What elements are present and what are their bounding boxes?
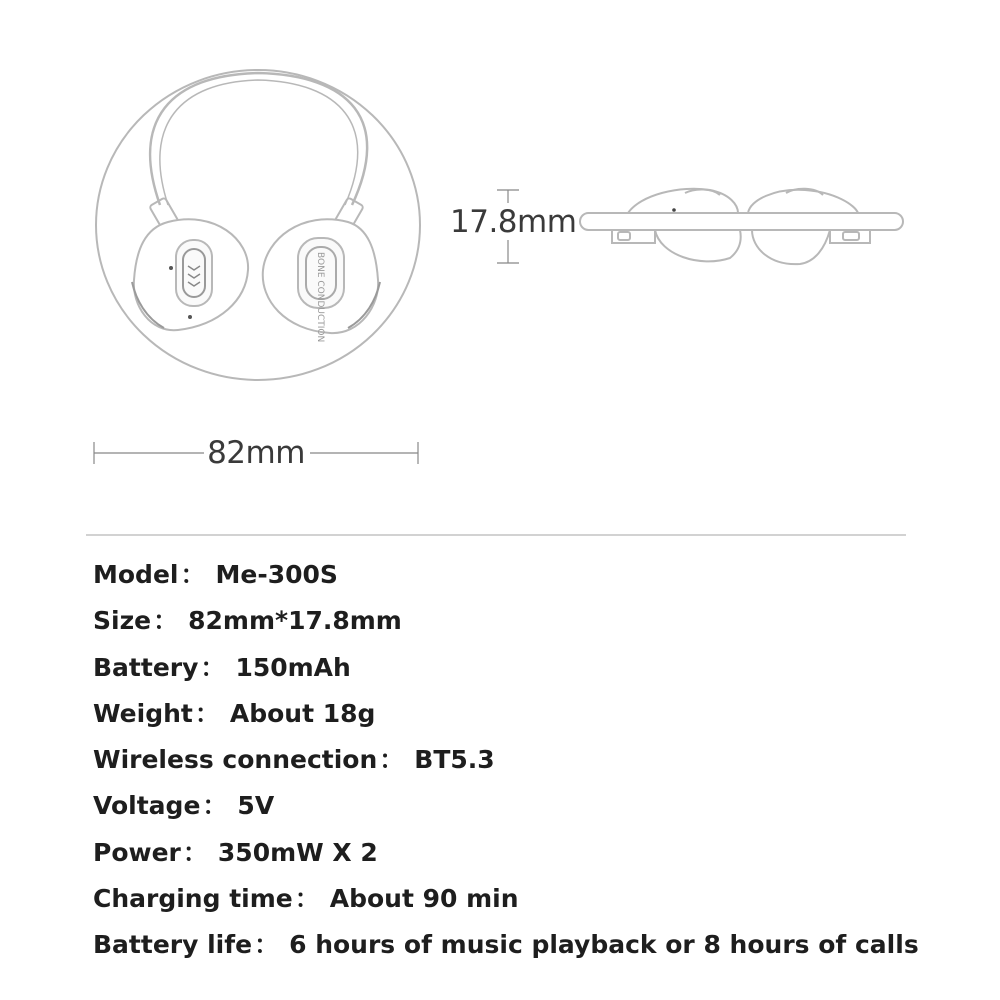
spec-separator: ： [202,791,228,821]
spec-row-weight [93,695,973,741]
spec-separator: ： [180,560,206,589]
spec-value: 150mAh [235,652,351,682]
spec-row-wireless [93,741,973,787]
spec-separator: ： [194,698,220,728]
spec-separator: ： [153,606,179,636]
spec-value: 5V [237,791,275,821]
spec-separator: ： [294,884,320,914]
spec-separator: ： [379,745,405,775]
spec-label: Power [93,837,181,867]
spec-label: Weight [93,698,193,728]
spec-label: Charging time [93,884,293,914]
spec-label: Voltage [93,791,201,821]
spec-value: 82mm*17.8mm [188,606,402,636]
spec-label: Battery life [93,930,253,960]
spec-label: Wireless connection [93,745,378,775]
spec-separator: ： [254,930,280,960]
thickness-label: 17.8mm [450,204,577,240]
spec-value: About 18g [229,698,376,728]
spec-value: 350mW X 2 [217,837,378,867]
spec-label: Battery [93,652,199,682]
housing-text: BONE CONDUCTION [315,252,325,343]
spec-separator: ： [182,837,208,867]
spec-row-charging [93,880,973,926]
divider [86,534,906,536]
spec-value: About 90 min [329,884,519,914]
spec-value: Me-300S [215,560,338,589]
spec-label: Model [93,560,179,589]
spec-value: BT5.3 [414,745,495,775]
spec-separator: ： [200,652,226,682]
spec-row-model [93,556,973,602]
spec-row-battery-life [93,926,973,972]
width-label: 82mm [207,435,305,471]
spec-list [93,556,973,973]
spec-row-size [93,602,973,648]
headphone-top-view [580,189,903,264]
spec-value: 6 hours of music playback or 8 hours of calls [289,930,919,960]
spec-row-power [93,834,973,880]
spec-label: Size [93,606,152,636]
spec-row-voltage [93,787,973,833]
headphone-front-view [96,70,420,380]
spec-row-battery [93,649,973,695]
